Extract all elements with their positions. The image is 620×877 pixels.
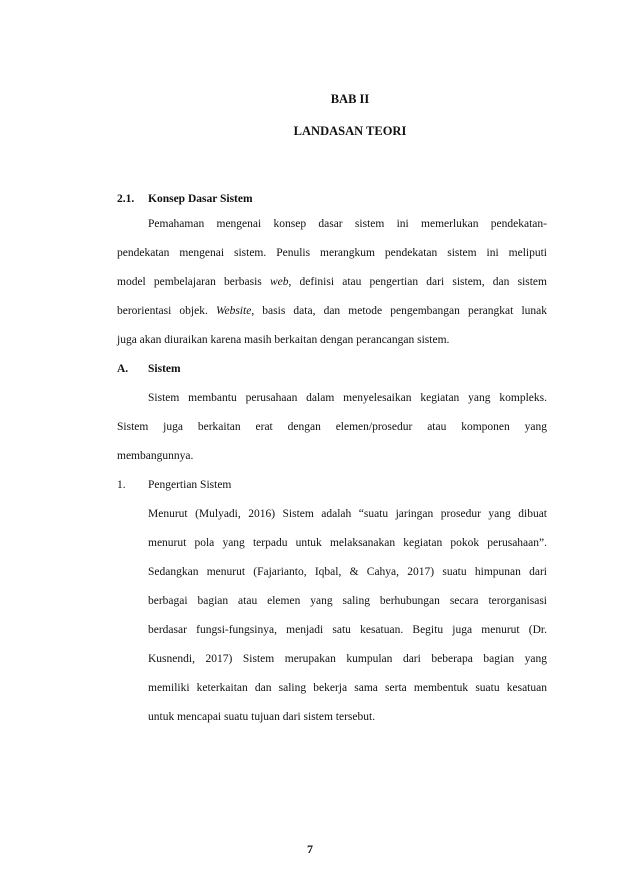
paragraph-line: memiliki keterkaitan dan saling bekerja sama serta membentuk suatu kesatuan	[148, 682, 547, 694]
subsection-number: A.	[117, 363, 129, 375]
paragraph-line: untuk mencapai suatu tujuan dari sistem tersebut.	[148, 711, 376, 723]
paragraph-line	[117, 304, 547, 318]
paragraph-line	[117, 275, 547, 289]
paragraph-line: Sistem membantu perusahaan dalam menyelesaikan kegiatan yang kompleks.	[148, 392, 547, 404]
page-number: 7	[307, 842, 313, 856]
paragraph-line: Kusnendi, 2017) Sistem merupakan kumpulan dari beberapa bagian yang	[148, 653, 547, 665]
paragraph-line: berbagai bagian atau elemen yang saling berhubungan secara terorganisasi	[148, 595, 547, 607]
paragraph-line: Menurut (Mulyadi, 2016) Sistem adalah “suatu jaringan prosedur yang dibuat	[148, 508, 547, 520]
text-segment: model pembelajaran berbasis	[117, 276, 270, 288]
text-segment: berorientasi objek.	[117, 305, 216, 317]
paragraph-line: Sedangkan menurut (Fajarianto, Iqbal, & Cahya, 2017) suatu himpunan dari	[148, 566, 547, 578]
paragraph-line: Pemahaman mengenai konsep dasar sistem ini memerlukan pendekatan-	[148, 218, 547, 230]
italic-term: Website	[215, 305, 252, 317]
section-number: 2.1.	[117, 193, 135, 205]
chapter-number: BAB II	[330, 92, 370, 106]
paragraph-line: menurut pola yang terpadu untuk melaksanakan kegiatan pokok perusahaan”.	[148, 537, 547, 549]
subsection-heading: Sistem	[148, 363, 181, 375]
italic-term: web	[269, 276, 289, 288]
text-segment: , basis data, dan metode pengembangan perangkat lunak	[251, 305, 547, 317]
item-heading: Pengertian Sistem	[148, 479, 232, 491]
paragraph-line: pendekatan mengenai sistem. Penulis merangkum pendekatan sistem ini meliputi	[117, 247, 547, 259]
section-heading: Konsep Dasar Sistem	[148, 193, 253, 205]
paragraph-line: Sistem juga berkaitan erat dengan elemen/prosedur atau komponen yang	[117, 421, 547, 433]
paragraph-line: membangunnya.	[117, 450, 194, 462]
text-segment: , definisi atau pengertian dari sistem, dan sistem	[288, 276, 547, 288]
chapter-title: LANDASAN TEORI	[293, 124, 407, 138]
paragraph-line: juga akan diuraikan karena masih berkaitan dengan perancangan sistem.	[117, 334, 450, 346]
paragraph-line: berdasar fungsi-fungsinya, menjadi satu kesatuan. Begitu juga menurut (Dr.	[148, 624, 547, 636]
item-number: 1.	[117, 479, 126, 491]
